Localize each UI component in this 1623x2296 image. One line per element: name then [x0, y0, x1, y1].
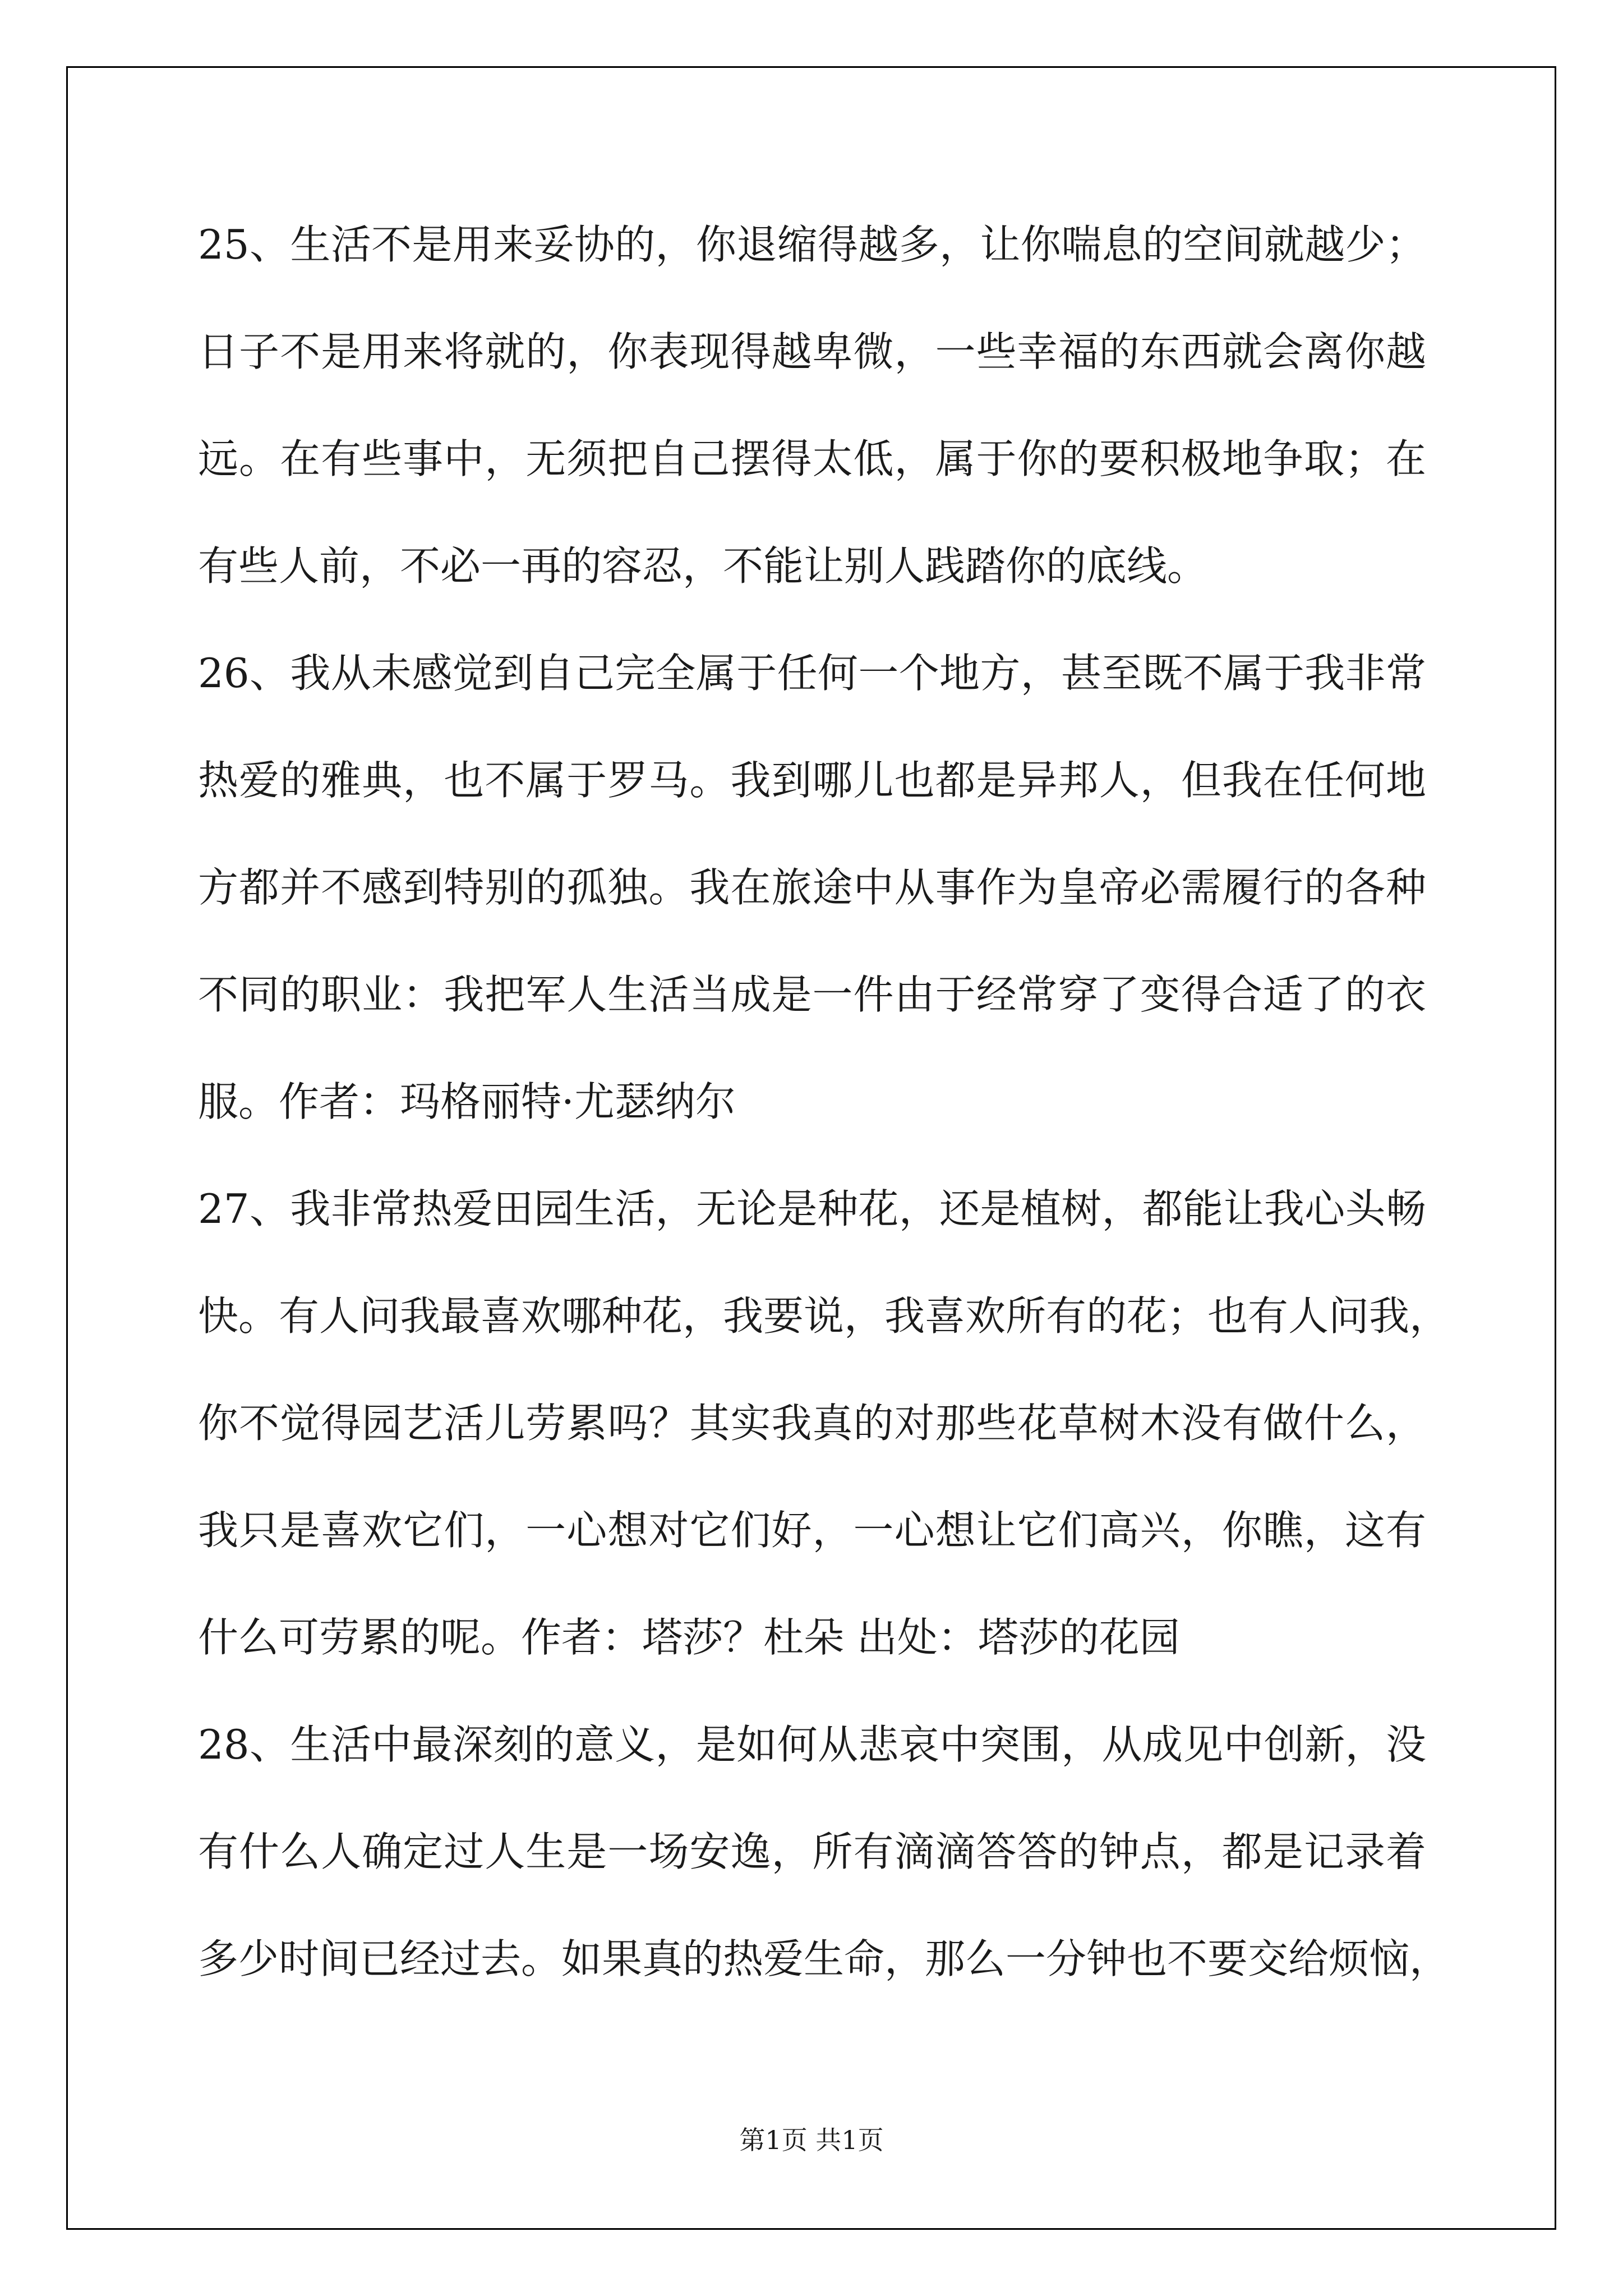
text-line: 日子不是用来将就的，你表现得越卑微，一些幸福的东西就会离你越 [198, 328, 1426, 375]
text-line: 快。有人问我最喜欢哪种花，我要说，我喜欢所有的花；也有人问我， [198, 1292, 1450, 1340]
text-line: 有些人前，不必一再的容忍，不能让别人践踏你的底线。 [198, 542, 1208, 590]
text-line: 28、生活中最深刻的意义，是如何从悲哀中突围，从成见中创新，没 [198, 1721, 1426, 1768]
text-line: 远。在有些事中，无须把自己摆得太低，属于你的要积极地争取；在 [198, 435, 1426, 482]
text-line: 不同的职业：我把军人生活当成是一件由于经常穿了变得合适了的衣 [198, 971, 1426, 1018]
text-line: 服。作者：玛格丽特·尤瑟纳尔 [198, 1078, 736, 1125]
text-line: 方都并不感到特别的孤独。我在旅途中从事作为皇帝必需履行的各种 [198, 864, 1426, 911]
page-number: 第1页 共1页 [739, 2125, 884, 2155]
text-line: 27、我非常热爱田园生活，无论是种花，还是植树，都能让我心头畅 [198, 1185, 1426, 1232]
text-line: 热爱的雅典，也不属于罗马。我到哪儿也都是异邦人，但我在任何地 [198, 757, 1426, 804]
text-line: 有什么人确定过人生是一场安逸，所有滴滴答答的钟点，都是记录着 [198, 1828, 1426, 1875]
text-line: 你不觉得园艺活儿劳累吗？其实我真的对那些花草树木没有做什么， [198, 1400, 1426, 1447]
text-line: 25、生活不是用来妥协的，你退缩得越多，让你喘息的空间就越少； [198, 221, 1426, 268]
text-line: 多少时间已经过去。如果真的热爱生命，那么一分钟也不要交给烦恼， [198, 1935, 1450, 1982]
text-line: 什么可劳累的呢。作者：塔莎？杜朵 出处：塔莎的花园 [198, 1614, 1180, 1661]
text-line: 26、我从未感觉到自己完全属于任何一个地方，甚至既不属于我非常 [198, 650, 1426, 697]
text-line: 我只是喜欢它们，一心想对它们好，一心想让它们高兴，你瞧，这有 [198, 1507, 1426, 1554]
document-body [198, 221, 1450, 2046]
